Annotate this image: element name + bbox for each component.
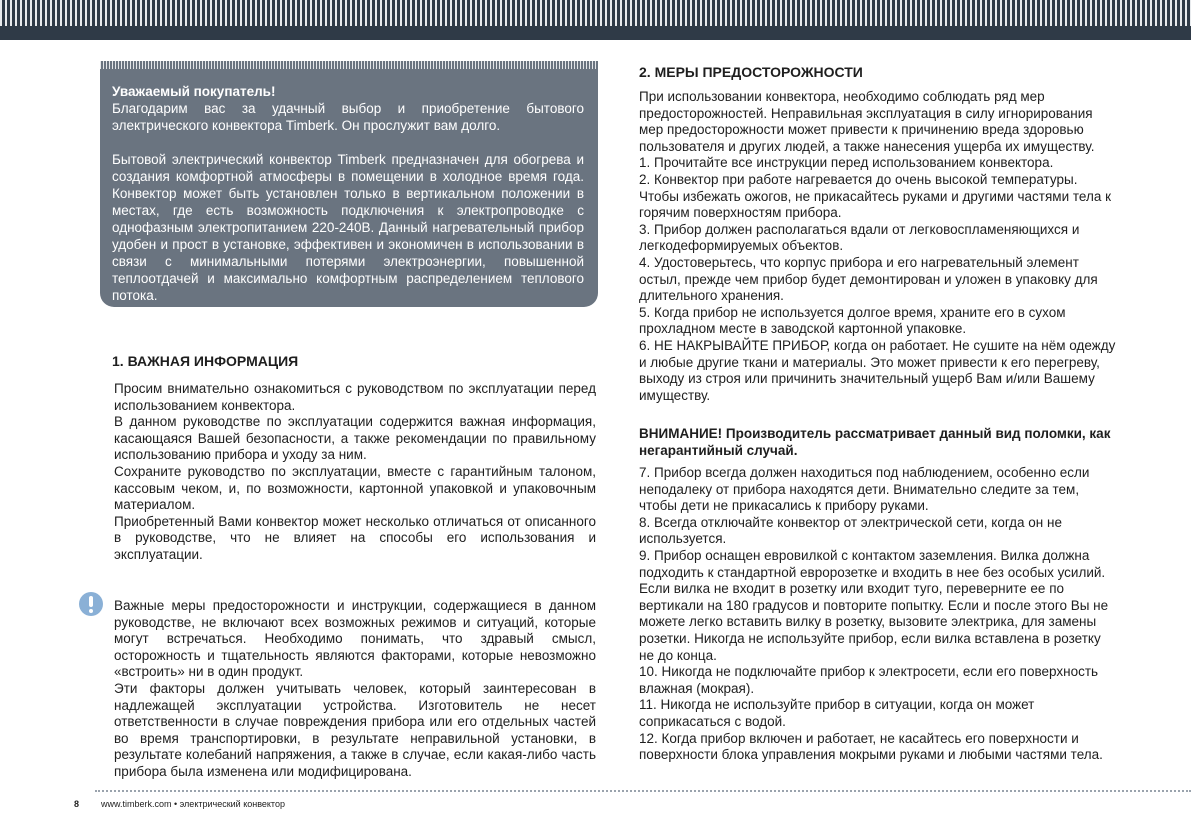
- precaution-item: 2. Конвектор при работе нагревается до очень высокой температуры. Чтобы избежать ожогов, не прикасайтесь руками и другими частями тела к горячим поверхностям прибора.: [639, 171, 1112, 221]
- section1-paragraph: В данном руководстве по эксплуатации содержится важная информация, касающаяся Вашей безопасности, а также рекомендации по правильному использованию прибора и уходу за ним.: [114, 414, 596, 463]
- section2-body-a: [639, 89, 1119, 404]
- section1-paragraph: Просим внимательно ознакомиться с руководством по эксплуатации перед использованием конвектора.: [114, 381, 596, 413]
- precaution-item: 5. Когда прибор не используется долгое время, храните его в сухом прохладном месте в заводской картонной упаковке.: [639, 304, 1066, 337]
- section1-paragraph: Приобретенный Вами конвектор может несколько отличаться от описанного в руководстве, что не влияет на способы его использования и эксплуатации.: [114, 513, 596, 562]
- precaution-item: 3. Прибор должен располагаться вдали от легковоспламеняющихся и легкодеформируемых объектов.: [639, 221, 1080, 254]
- page-number: 8: [74, 799, 80, 809]
- section2-title: 2. МЕРЫ ПРЕДОСТОРОЖНОСТИ: [639, 64, 863, 80]
- section2-intro: При использовании конвектора, необходимо соблюдать ряд мер предосторожностей. Неправильная эксплуатация в силу игнорирования мер предосторожности может привести к причинению вреда здоровью пользователя и других людей, а также нанесения ущерба их имуществу.: [639, 89, 1095, 154]
- precaution-item: 4. Удостоверьтесь, что корпус прибора и его нагревательный элемент остыл, прежде чем прибор будет демонтирован и уложен в упаковку для длительного хранения.: [639, 254, 1098, 304]
- section1-title: 1. ВАЖНАЯ ИНФОРМАЦИЯ: [112, 353, 299, 369]
- warranty-notice: ВНИМАНИЕ! Производитель рассматривает данный вид поломки, как негарантийный случай.: [639, 426, 1111, 458]
- footer-divider: [95, 790, 1191, 792]
- precaution-item: 1. Прочитайте все инструкции перед использованием конвектора.: [639, 155, 1054, 171]
- intro-thanks: Благодарим вас за удачный выбор и приобретение бытового электрического конвектора Timberk. Он прослужит вам долго.: [112, 101, 584, 133]
- section1-body: [114, 381, 596, 564]
- warning-paragraph: Важные меры предосторожности и инструкции, содержащиеся в данном руководстве, не включают всех возможных режимов и ситуаций, которые могут встречаться. Необходимо понимать, что здравый смысл, осторожность и тщательность являются факторами, которые невозможно «встроить» ни в один продукт.: [114, 598, 596, 680]
- section1-paragraph: Сохраните руководство по эксплуатации, вместе с гарантийным талоном, кассовым чеком, и, по возможности, картонной упаковкой и упаковочным материалом.: [114, 463, 596, 513]
- section1-warning-body: [114, 598, 596, 781]
- precaution-item: 12. Когда прибор включен и работает, не касайтесь его поверхности и поверхности блока управления мокрыми руками и любыми частями тела.: [639, 730, 1103, 763]
- intro-title: Уважаемый покупатель!: [112, 84, 276, 99]
- precaution-item: 11. Никогда не используйте прибор в ситуации, когда он может соприкасаться с водой.: [639, 697, 1035, 729]
- precaution-item: 6. НЕ НАКРЫВАЙТЕ ПРИБОР, когда он работает. Не сушите на нём одежду и любые другие ткани и материалы. Это может привести к его перегреву, выходу из строя или причинить значительный ущерб Вам и/или Вашему имуществу.: [639, 337, 1116, 403]
- footer-text: www.timberk.com • электрический конвектор: [101, 799, 285, 809]
- precaution-item: 8. Всегда отключайте конвектор от электрической сети, когда он не используется.: [639, 514, 1062, 547]
- precaution-item: 10. Никогда не подключайте прибор к электросети, если его поверхность влажная (мокрая).: [639, 664, 1099, 696]
- warning-paragraph: Эти факторы должен учитывать человек, который заинтересован в надлежащей эксплуатации устройства. Изготовитель не несет ответственности в случае повреждения прибора или его отдельных частей во время транспортировки, в результате неправильной установки, в результате колебаний напряжения, а также в случае, если какая-либо часть прибора была изменена или модифицирована.: [114, 680, 596, 779]
- header-stripes: [0, 0, 1191, 26]
- intro-box: [100, 61, 598, 307]
- section2-body-b: [639, 465, 1119, 764]
- intro-box-stripes: [100, 61, 598, 69]
- warning-icon: [79, 592, 103, 616]
- precaution-item: 7. Прибор всегда должен находиться под наблюдением, особенно если неподалеку от прибора находятся дети. Внимательно следите за тем, чтобы дети не прикасались к прибору руками.: [639, 465, 1090, 514]
- intro-description: Бытовой электрический конвектор Timberk предназначен для обогрева и создания комфортной атмосферы в помещении в холодное время года. Конвектор может быть установлен только в вертикальном положении в местах, где есть возможность подключения к электропроводке с однофазным электропитанием 220-240В. Данный нагревательный прибор удобен и прост в установке, эффективен и экономичен в использовании в связи с минимальными потерями электроэнергии, повышенной теплоотдачей и максимально комфортным распределением теплового потока.: [112, 152, 584, 303]
- precaution-item: 9. Прибор оснащен евровилкой с контактом заземления. Вилка должна подходить к стандартной евророзетке и входить в нее без особых усилий. Если вилка не входит в розетку или входит туго, переверните ее по вертикали на 180 градусов и повторите попытку. Если и после этого Вы не можете легко вставить вилку в розетку, вызовите электрика, для замены розетки. Никогда не используйте прибор, если вилка вставлена в розетку не до конца.: [639, 547, 1109, 663]
- top-header-bar: [0, 0, 1191, 40]
